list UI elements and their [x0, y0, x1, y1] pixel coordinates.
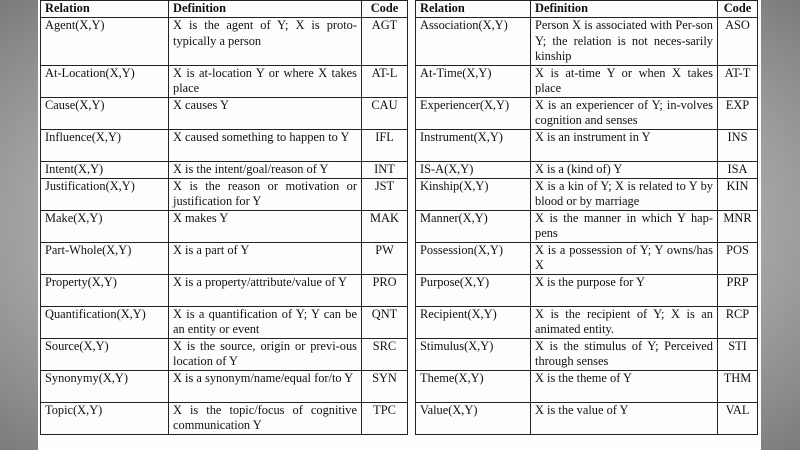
relation-left-cell: Topic(X,Y) — [41, 402, 169, 434]
definition-left-cell: X is the topic/focus of cognitive communication Y — [169, 402, 362, 434]
code-right-cell: VAL — [718, 402, 758, 434]
definition-right-cell: Person X is associated with Per-son Y; the relation is not neces-sarily kinship — [531, 18, 718, 66]
definition-right-cell: X is the recipient of Y; X is an animated entity. — [531, 306, 718, 338]
relation-left-cell: Justification(X,Y) — [41, 178, 169, 210]
relation-left-cell: Quantification(X,Y) — [41, 306, 169, 338]
code-right-cell: ISA — [718, 161, 758, 178]
code-left-cell: AT-L — [362, 65, 408, 97]
relation-right-cell: IS-A(X,Y) — [416, 161, 531, 178]
table-row — [41, 402, 758, 434]
code-left-cell: TPC — [362, 402, 408, 434]
code-left-cell: AGT — [362, 18, 408, 66]
definition-right-cell: X is the purpose for Y — [531, 274, 718, 306]
table-row — [41, 242, 758, 274]
definition-left-cell: X is a property/attribute/value of Y — [169, 274, 362, 306]
code-right-cell: KIN — [718, 178, 758, 210]
code-right-cell: POS — [718, 242, 758, 274]
relation-right-cell: Experiencer(X,Y) — [416, 97, 531, 129]
relation-right-cell: Kinship(X,Y) — [416, 178, 531, 210]
relation-left-cell: Source(X,Y) — [41, 338, 169, 370]
code-right-cell: EXP — [718, 97, 758, 129]
header-definition-right: Definition — [531, 1, 718, 18]
column-divider — [408, 338, 416, 370]
relation-left-cell: Influence(X,Y) — [41, 129, 169, 161]
code-right-cell: INS — [718, 129, 758, 161]
column-divider — [408, 370, 416, 402]
definition-left-cell: X is a synonym/name/equal for/to Y — [169, 370, 362, 402]
definition-left-cell: X caused something to happen to Y — [169, 129, 362, 161]
relation-left-cell: Make(X,Y) — [41, 210, 169, 242]
relation-right-cell: Theme(X,Y) — [416, 370, 531, 402]
code-left-cell: PRO — [362, 274, 408, 306]
relation-right-cell: Stimulus(X,Y) — [416, 338, 531, 370]
column-divider — [408, 306, 416, 338]
definition-right-cell: X is an experiencer of Y; in-volves cognition and senses — [531, 97, 718, 129]
code-right-cell: AT-T — [718, 65, 758, 97]
relation-left-cell: Cause(X,Y) — [41, 97, 169, 129]
relation-left-cell: Intent(X,Y) — [41, 161, 169, 178]
column-divider — [408, 161, 416, 178]
code-right-cell: RCP — [718, 306, 758, 338]
relation-left-cell: Property(X,Y) — [41, 274, 169, 306]
table-row — [41, 370, 758, 402]
definition-left-cell: X is the source, origin or previ-ous location of Y — [169, 338, 362, 370]
table-header-row — [41, 1, 758, 18]
header-code-right: Code — [718, 1, 758, 18]
header-code-left: Code — [362, 1, 408, 18]
relation-right-cell: Purpose(X,Y) — [416, 274, 531, 306]
relation-right-cell: Manner(X,Y) — [416, 210, 531, 242]
code-left-cell: SYN — [362, 370, 408, 402]
table-row — [41, 178, 758, 210]
table-row — [41, 306, 758, 338]
header-relation-right: Relation — [416, 1, 531, 18]
code-right-cell: MNR — [718, 210, 758, 242]
column-divider — [408, 274, 416, 306]
table-row — [41, 65, 758, 97]
relation-left-cell: Part-Whole(X,Y) — [41, 242, 169, 274]
definition-right-cell: X is the value of Y — [531, 402, 718, 434]
definition-right-cell: X is a (kind of) Y — [531, 161, 718, 178]
column-divider — [408, 18, 416, 66]
code-right-cell: ASO — [718, 18, 758, 66]
relations-table — [40, 0, 758, 435]
relation-left-cell: At-Location(X,Y) — [41, 65, 169, 97]
code-left-cell: PW — [362, 242, 408, 274]
definition-left-cell: X is at-location Y or where X takes place — [169, 65, 362, 97]
definition-left-cell: X is the agent of Y; X is proto-typically a person — [169, 18, 362, 66]
definition-right-cell: X is a kin of Y; X is related to Y by blood or by marriage — [531, 178, 718, 210]
code-right-cell: THM — [718, 370, 758, 402]
definition-right-cell: X is the stimulus of Y; Perceived through senses — [531, 338, 718, 370]
definition-right-cell: X is the manner in which Y hap-pens — [531, 210, 718, 242]
definition-left-cell: X is a part of Y — [169, 242, 362, 274]
relation-right-cell: Value(X,Y) — [416, 402, 531, 434]
column-divider — [408, 178, 416, 210]
code-right-cell: PRP — [718, 274, 758, 306]
definition-right-cell: X is a possession of Y; Y owns/has X — [531, 242, 718, 274]
column-divider — [408, 1, 416, 18]
table-row — [41, 129, 758, 161]
header-definition-left: Definition — [169, 1, 362, 18]
code-right-cell: STI — [718, 338, 758, 370]
table-row — [41, 97, 758, 129]
relation-right-cell: Instrument(X,Y) — [416, 129, 531, 161]
relation-right-cell: Recipient(X,Y) — [416, 306, 531, 338]
table-row — [41, 210, 758, 242]
code-left-cell: IFL — [362, 129, 408, 161]
column-divider — [408, 242, 416, 274]
definition-left-cell: X causes Y — [169, 97, 362, 129]
column-divider — [408, 97, 416, 129]
definition-right-cell: X is the theme of Y — [531, 370, 718, 402]
definition-right-cell: X is an instrument in Y — [531, 129, 718, 161]
code-left-cell: CAU — [362, 97, 408, 129]
definition-right-cell: X is at-time Y or when X takes place — [531, 65, 718, 97]
column-divider — [408, 402, 416, 434]
column-divider — [408, 65, 416, 97]
relation-right-cell: At-Time(X,Y) — [416, 65, 531, 97]
header-relation-left: Relation — [41, 1, 169, 18]
code-left-cell: MAK — [362, 210, 408, 242]
table-row — [41, 161, 758, 178]
code-left-cell: INT — [362, 161, 408, 178]
table-row — [41, 18, 758, 66]
code-left-cell: SRC — [362, 338, 408, 370]
table-row — [41, 338, 758, 370]
definition-left-cell: X is the intent/goal/reason of Y — [169, 161, 362, 178]
relation-right-cell: Possession(X,Y) — [416, 242, 531, 274]
code-left-cell: JST — [362, 178, 408, 210]
column-divider — [408, 129, 416, 161]
code-left-cell: QNT — [362, 306, 408, 338]
relation-left-cell: Synonymy(X,Y) — [41, 370, 169, 402]
table-row — [41, 274, 758, 306]
definition-left-cell: X is the reason or motivation or justification for Y — [169, 178, 362, 210]
definition-left-cell: X makes Y — [169, 210, 362, 242]
definition-left-cell: X is a quantification of Y; Y can be an entity or event — [169, 306, 362, 338]
relation-right-cell: Association(X,Y) — [416, 18, 531, 66]
document-page — [38, 0, 761, 450]
table-body — [41, 18, 758, 435]
column-divider — [408, 210, 416, 242]
relation-left-cell: Agent(X,Y) — [41, 18, 169, 66]
